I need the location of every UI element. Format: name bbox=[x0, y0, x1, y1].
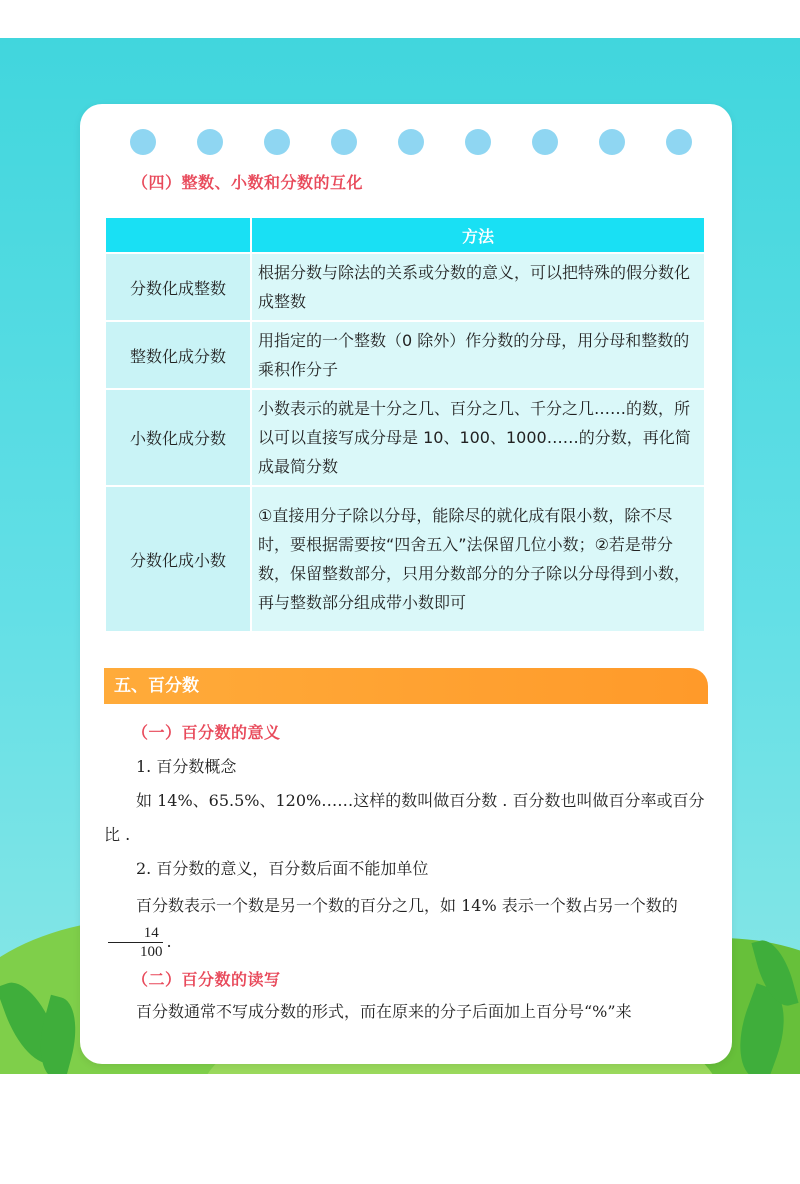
table-cell-desc: 用指定的一个整数（0 除外）作分数的分母，用分母和整数的乘积作分子 bbox=[251, 321, 705, 389]
table-header-cell: 方法 bbox=[251, 217, 705, 253]
subsection-heading: （二）百分数的读写 bbox=[132, 970, 281, 989]
binder-hole-icon bbox=[666, 129, 692, 155]
table-cell-desc: 根据分数与除法的关系或分数的意义，可以把特殊的假分数化成整数 bbox=[251, 253, 705, 321]
paragraph bbox=[104, 888, 710, 961]
section-heading: （四）整数、小数和分数的互化 bbox=[132, 173, 364, 192]
paragraph-end: . bbox=[166, 932, 172, 951]
table-cell-name: 整数化成分数 bbox=[105, 321, 251, 389]
table-cell-name: 分数化成整数 bbox=[105, 253, 251, 321]
paragraph: 1. 百分数概念 bbox=[136, 757, 237, 776]
table-row bbox=[105, 486, 705, 632]
table-row bbox=[105, 253, 705, 321]
conversion-table bbox=[104, 216, 706, 633]
table-cell-desc: ①直接用分子除以分母，能除尽的就化成有限小数，除不尽时，要根据需要按“四舍五入”法保留几位小数；②若是带分数，保留整数部分，只用分数部分的分子除以分母得到小数，再与整数部分组成带小数即可 bbox=[251, 486, 705, 632]
table-cell-desc: 小数表示的就是十分之几、百分之几、千分之几……的数，所以可以直接写成分母是 10、100、1000……的分数，再化简成最简分数 bbox=[251, 389, 705, 486]
binder-hole-icon bbox=[264, 129, 290, 155]
binder-hole-icon bbox=[532, 129, 558, 155]
binder-hole-icon bbox=[130, 129, 156, 155]
fraction-numerator: 14 bbox=[108, 924, 163, 943]
paragraph: 2. 百分数的意义，百分数后面不能加单位 bbox=[136, 859, 429, 878]
binder-hole-icon bbox=[331, 129, 357, 155]
section-banner: 五、百分数 bbox=[104, 668, 708, 704]
table-header-row bbox=[105, 217, 705, 253]
binder-holes bbox=[130, 129, 690, 155]
subsection-heading: （一）百分数的意义 bbox=[132, 723, 281, 742]
fraction-denominator: 100 bbox=[140, 944, 163, 960]
binder-hole-icon bbox=[398, 129, 424, 155]
table-cell-name: 小数化成分数 bbox=[105, 389, 251, 486]
binder-hole-icon bbox=[465, 129, 491, 155]
table-cell-name: 分数化成小数 bbox=[105, 486, 251, 632]
table-header-cell bbox=[105, 217, 251, 253]
binder-hole-icon bbox=[197, 129, 223, 155]
table-row bbox=[105, 321, 705, 389]
fraction bbox=[108, 924, 163, 961]
paragraph: 如 14%、65.5%、120%……这样的数叫做百分数 . 百分数也叫做百分率或百分比 . bbox=[104, 791, 705, 844]
paragraph: 百分数通常不写成分数的形式，而在原来的分子后面加上百分号“%”来 bbox=[136, 1002, 632, 1021]
paragraph-text: 百分数表示一个数是另一个数的百分之几，如 14% 表示一个数占另一个数的 bbox=[136, 896, 678, 915]
binder-hole-icon bbox=[599, 129, 625, 155]
table-row bbox=[105, 389, 705, 486]
